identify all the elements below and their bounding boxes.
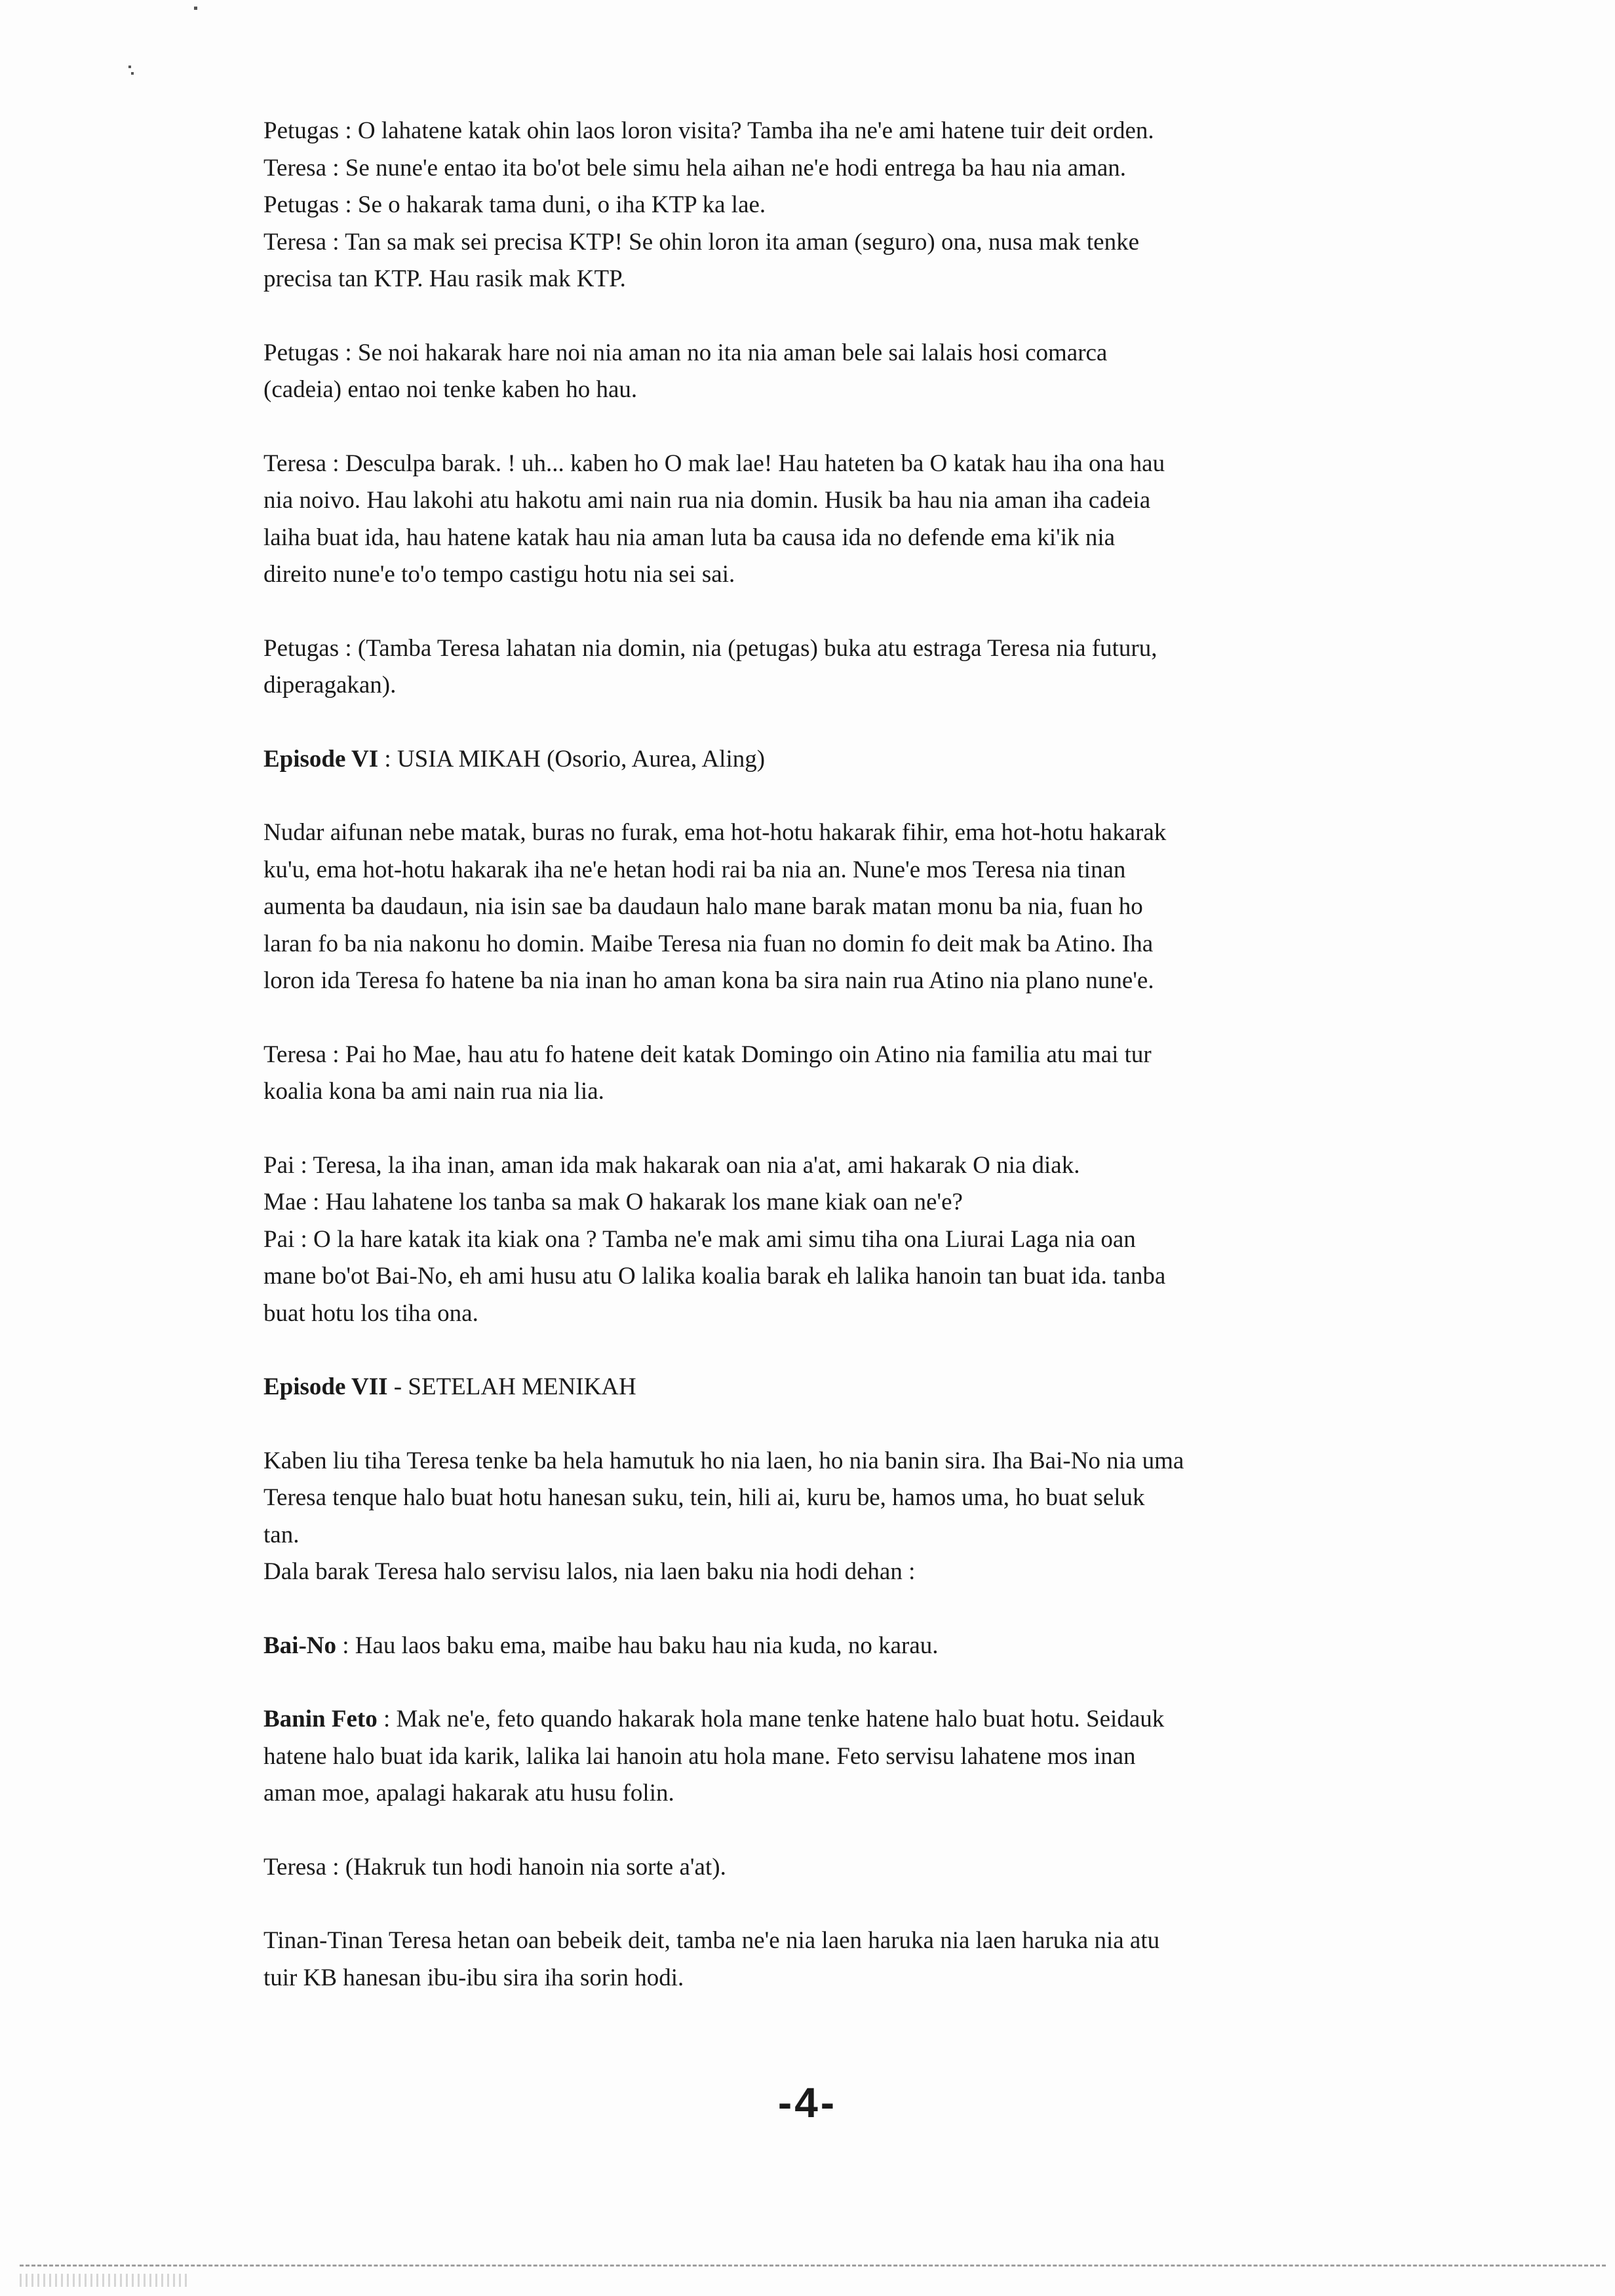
paragraph-petugas <box>263 335 1405 409</box>
paragraph-line: Tinan-Tinan Teresa hetan oan bebeik deit, tamba ne'e nia laen haruka nia laen haruka nia atu <box>263 1927 1160 1954</box>
dialogue-text: : O lahatene katak ohin laos loron visita? Tamba iha ne'e ami hatene tuir deit orden. <box>339 117 1154 144</box>
paragraph-line: Dala barak Teresa halo servisu lalos, nia laen baku nia hodi dehan : <box>263 1558 916 1585</box>
paragraph-line: Teresa : (Hakruk tun hodi hanoin nia sorte a'at). <box>263 1853 726 1881</box>
paragraph-line: aumenta ba daudaun, nia isin sae ba daudaun halo mane barak matan monu ba nia, fuan ho <box>263 893 1143 920</box>
paragraph-line: mane bo'ot Bai-No, eh ami husu atu O lalika koalia barak eh lalika hanoin tan buat ida. tanba <box>263 1263 1166 1290</box>
paragraph-narrative-2 <box>263 1443 1405 1591</box>
paragraph-petugas-3 <box>263 630 1405 704</box>
paragraph-line: Nudar aifunan nebe matak, buras no furak, ema hot-hotu hakarak fihir, ema hot-hotu hakarak <box>263 819 1167 846</box>
paragraph-narrative-1 <box>263 814 1405 1000</box>
speaker: Petugas <box>263 191 340 218</box>
episode-heading <box>263 741 1405 778</box>
paragraph-line: diperagakan). <box>263 672 397 698</box>
episode-label: Episode VI <box>263 745 379 773</box>
scan-speck <box>131 72 134 75</box>
dialogue-line <box>263 1701 1405 1738</box>
paragraph-line: nia noivo. Hau lakohi atu hakotu ami nain rua nia domin. Husik ba hau nia aman iha cadeia <box>263 487 1151 514</box>
paragraph-teresa-hakruk <box>263 1849 1405 1886</box>
episode-heading <box>263 1369 1405 1406</box>
paragraph-line: Teresa : Tan sa mak sei precisa KTP! Se ohin loron ita aman (seguro) ona, nusa mak tenke <box>263 228 1140 256</box>
dialogue-line <box>263 150 1405 187</box>
dialogue-text: : Se nune'e entao ita bo'ot bele simu hela aihan ne'e hodi entrega ba hau nia aman. <box>326 154 1127 182</box>
heading-line <box>263 1369 1405 1406</box>
scan-edge-noise <box>20 2274 190 2287</box>
dialogue-text: : Se o hakarak tama duni, o iha KTP ka lae. <box>339 191 766 218</box>
paragraph-baino <box>263 1628 1405 1665</box>
dialogue-block-1 <box>263 113 1405 298</box>
episode-title: - SETELAH MENIKAH <box>387 1373 636 1400</box>
heading-line <box>263 741 1405 778</box>
scan-speck <box>194 7 197 10</box>
paragraph-line: buat hotu los tiha ona. <box>263 1299 478 1327</box>
speaker: Petugas <box>263 117 340 144</box>
speaker: Banin Feto <box>263 1706 378 1732</box>
paragraph-line: Pai : O la hare katak ita kiak ona ? Tamba ne'e mak ami simu tiha ona Liurai Laga nia oan <box>263 1225 1136 1253</box>
dialogue-line <box>263 1147 1405 1185</box>
paragraph-banin-feto <box>263 1701 1405 1812</box>
paragraph-line: Teresa : Pai ho Mae, hau atu fo hatene deit katak Domingo oin Atino nia familia atu mai tur <box>263 1041 1152 1068</box>
paragraph-line: direito nune'e to'o tempo castigu hotu nia sei sai. <box>263 561 735 588</box>
paragraph-teresa-pai <box>263 1037 1405 1111</box>
paragraph-line: Teresa tenque halo buat hotu hanesan suku, tein, hili ai, kuru be, hamos uma, ho buat seluk <box>263 1484 1145 1511</box>
episode-label: Episode VII <box>263 1373 388 1400</box>
page-number: -4- <box>777 2079 838 2126</box>
dialogue-line <box>263 1628 1405 1665</box>
dialogue-text: : Mak ne'e, feto quando hakarak hola mane tenke hatene halo buat hotu. Seidauk <box>377 1706 1165 1732</box>
paragraph-line: laran fo ba nia nakonu ho domin. Maibe Teresa nia fuan no domin fo deit mak ba Atino. Iha <box>263 930 1154 957</box>
dialogue-line <box>263 187 1405 224</box>
paragraph-line: hatene halo buat ida karik, lalika lai hanoin atu hola mane. Feto servisu lahatene mos inan <box>263 1742 1136 1770</box>
paragraph-line: loron ida Teresa fo hatene ba nia inan ho aman kona ba sira nain rua Atino nia plano nune'e. <box>263 967 1154 994</box>
dialogue-block-2 <box>263 1147 1405 1333</box>
speaker: Teresa <box>263 154 327 182</box>
episode-title: : USIA MIKAH (Osorio, Aurea, Aling) <box>378 745 766 773</box>
dialogue-line <box>263 113 1405 150</box>
paragraph-line: ku'u, ema hot-hotu hakarak iha ne'e hetan hodi rai ba nia an. Nune'e mos Teresa nia tinan <box>263 856 1126 883</box>
dialogue-text: : Hau lahatene los tanba sa mak O hakarak los mane kiak oan ne'e? <box>306 1189 963 1215</box>
dialogue-text: : Hau laos baku ema, maibe hau baku hau nia kuda, no karau. <box>336 1632 939 1659</box>
paragraph-line: tuir KB hanesan ibu-ibu sira iha sorin hodi. <box>263 1964 684 1991</box>
paragraph-teresa-desculpa <box>263 446 1405 594</box>
paragraph-narrative-3 <box>263 1923 1405 1997</box>
paragraph-line: aman moe, apalagi hakarak atu husu folin. <box>263 1780 674 1807</box>
speaker: Bai-No <box>263 1632 336 1659</box>
dialogue-line <box>263 1184 1405 1221</box>
paragraph-line: Teresa : Desculpa barak. ! uh... kaben ho O mak lae! Hau hateten ba O katak hau iha ona hau <box>263 450 1165 477</box>
paragraph-line: (cadeia) entao noi tenke kaben ho hau. <box>263 376 638 403</box>
paragraph-line: Petugas : (Tamba Teresa lahatan nia domin, nia (petugas) buka atu estraga Teresa nia futuru, <box>263 634 1158 662</box>
paragraph-line: tan. <box>263 1521 300 1548</box>
scan-edge-rule <box>20 2265 1606 2267</box>
paragraph-line: laiha buat ida, hau hatene katak hau nia aman luta ba causa ida no defende ema ki'ik nia <box>263 524 1116 551</box>
paragraph-line: koalia kona ba ami nain rua nia lia. <box>263 1078 604 1105</box>
paragraph-line: Kaben liu tiha Teresa tenke ba hela hamutuk ho nia laen, ho nia banin sira. Iha Bai-No nia uma <box>263 1447 1184 1474</box>
paragraph-line: precisa tan KTP. Hau rasik mak KTP. <box>263 265 626 292</box>
page-body <box>263 113 1405 1997</box>
speaker: Pai <box>263 1151 295 1179</box>
scan-speck <box>128 66 131 68</box>
speaker: Mae <box>263 1189 307 1215</box>
dialogue-text: : Teresa, la iha inan, aman ida mak hakarak oan nia a'at, ami hakarak O nia diak. <box>294 1151 1080 1179</box>
paragraph-line: Petugas : Se noi hakarak hare noi nia aman no ita nia aman bele sai lalais hosi comarca <box>263 339 1108 366</box>
